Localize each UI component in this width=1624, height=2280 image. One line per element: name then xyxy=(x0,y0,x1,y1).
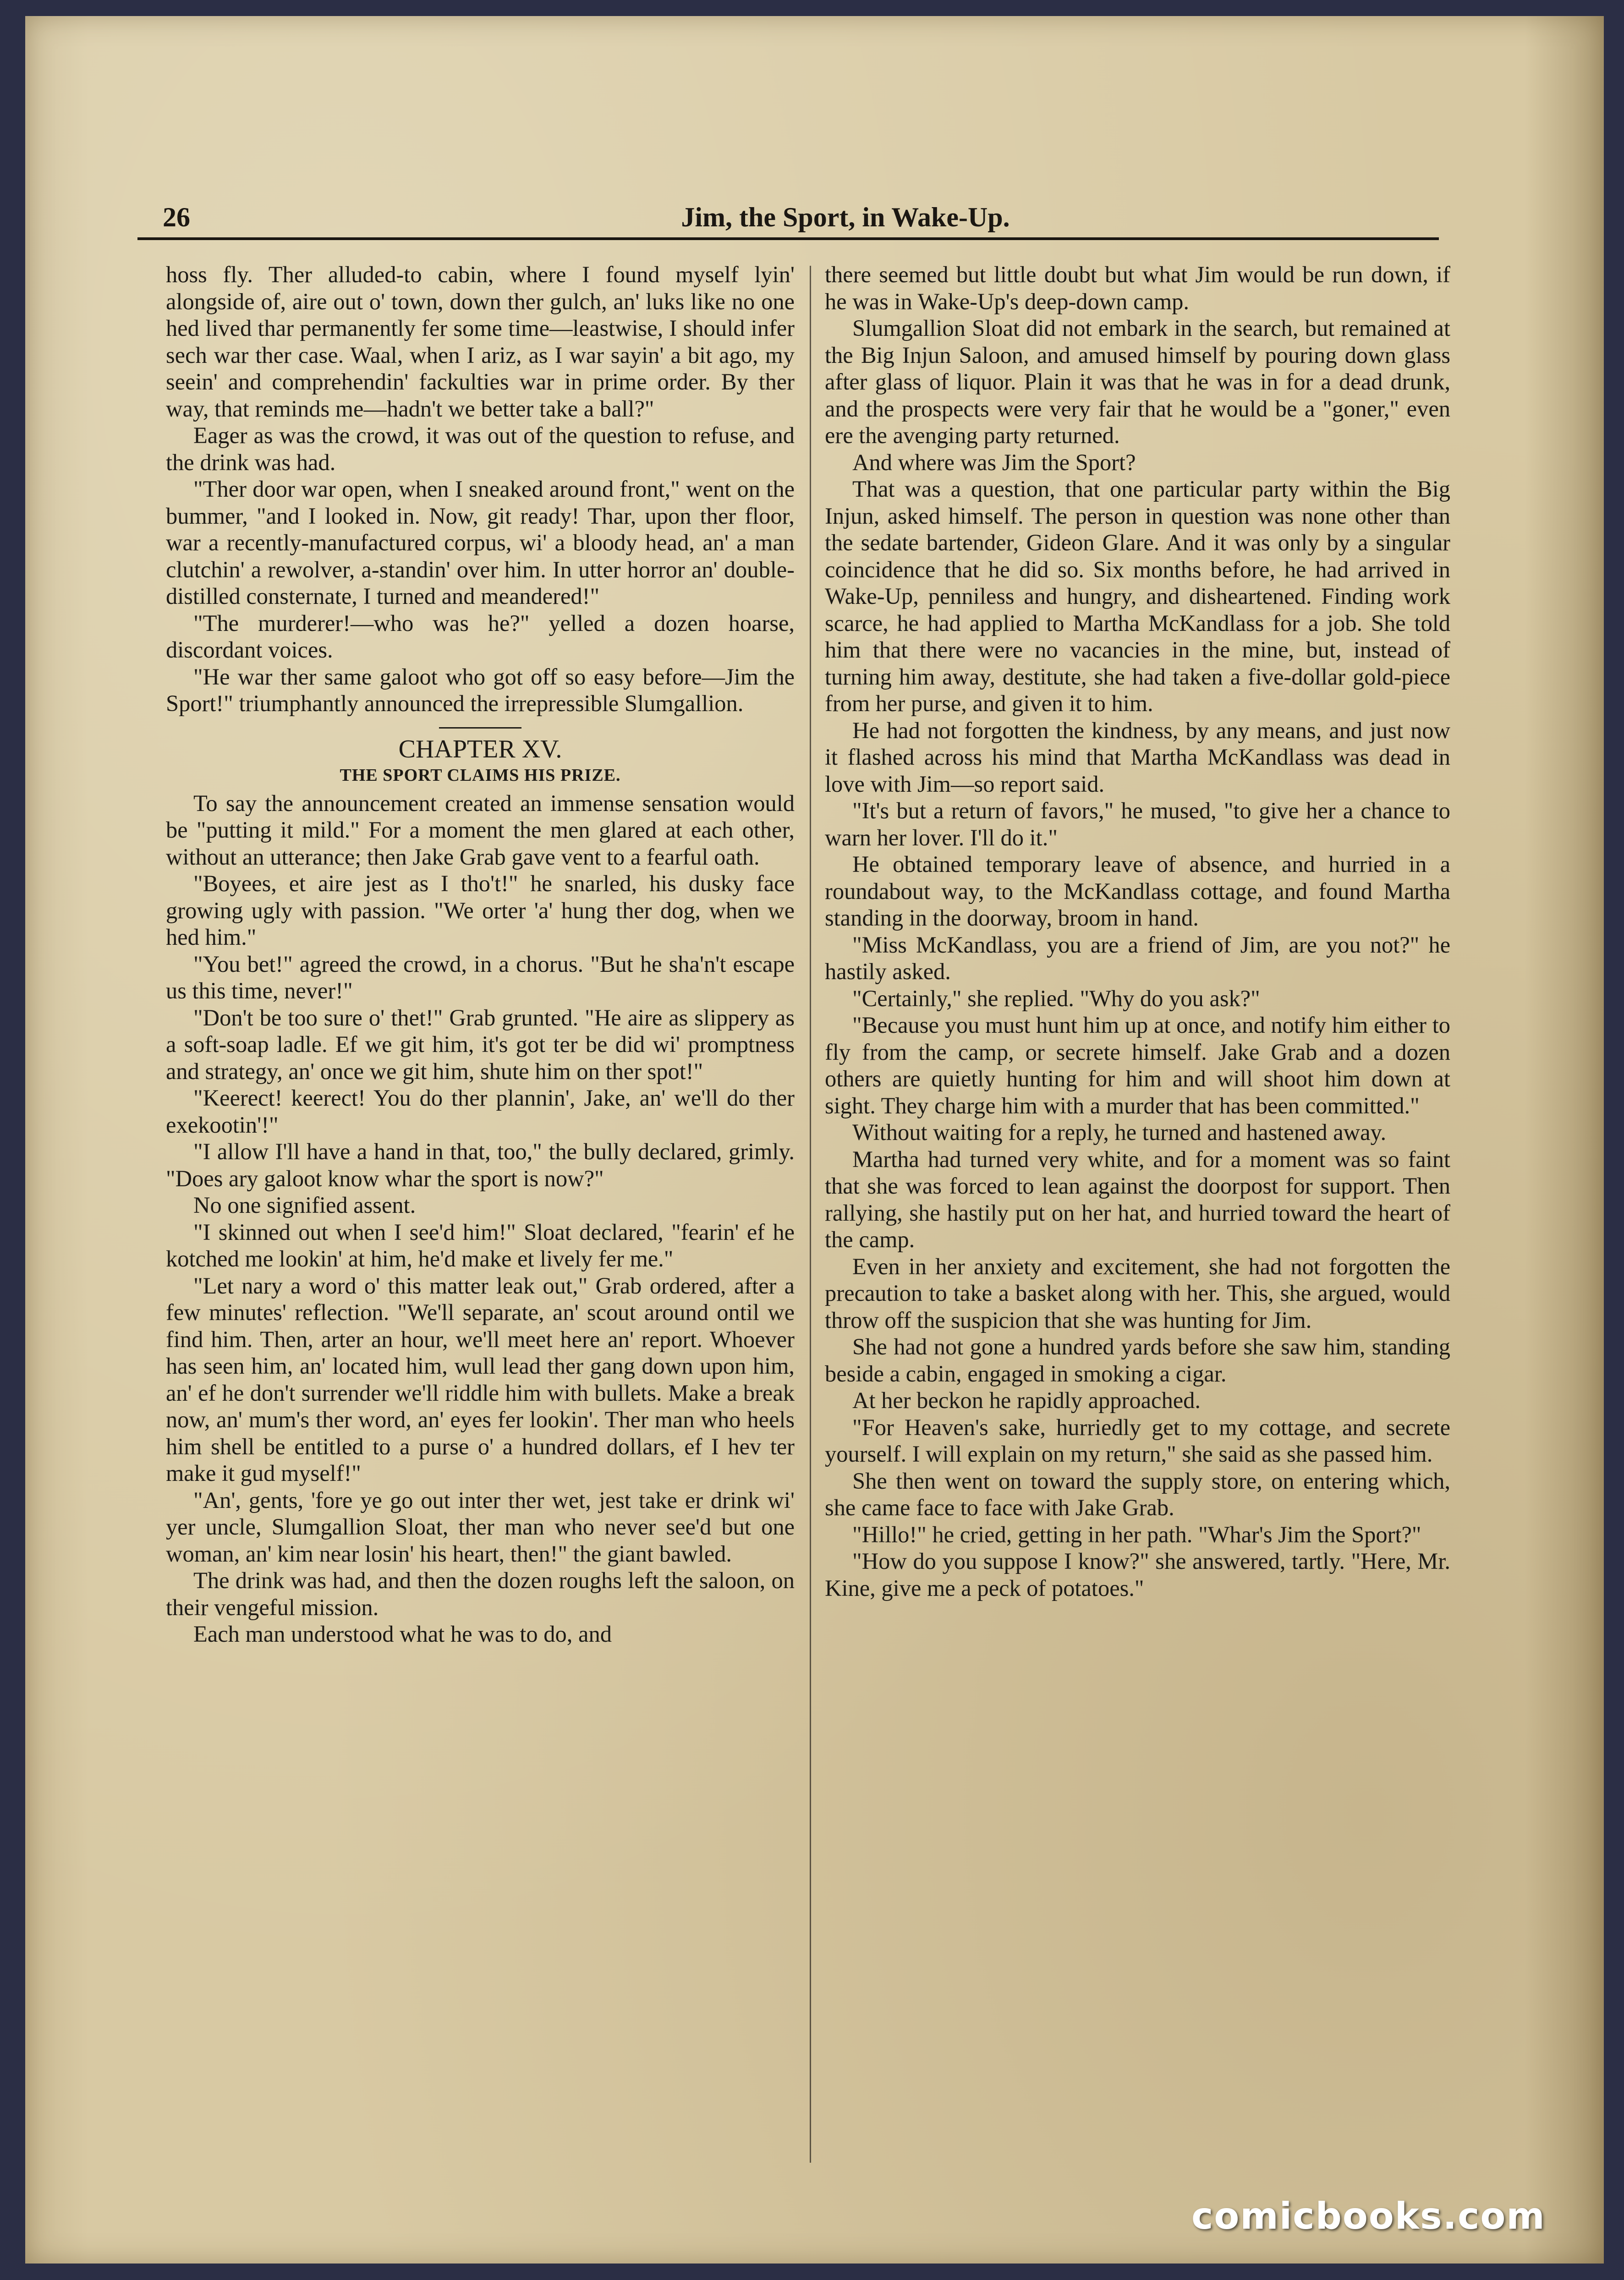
left-column-before-chapter xyxy=(166,261,795,717)
paragraph: And where was Jim the Sport? xyxy=(852,449,1136,475)
paragraph: "Boyees, et aire jest as I tho't!" he snarled, his dusky face growing ugly with passion. "We orter 'a' hung ther dog, when we hed him." xyxy=(166,871,795,950)
paragraph: "Ther door war open, when I sneaked around front," went on the bummer, "and I looked in. Now, git ready! Thar, upon ther floor, war a recently-manufactured corpus, wi' a bloody head, an' a man clutchin' a rewolver, a-standin' over him. In utter horror an' double-distilled consternate, I turned and meandered!" xyxy=(166,476,795,609)
chapter-subtitle: THE SPORT CLAIMS HIS PRIZE. xyxy=(340,765,621,785)
paragraph: He had not forgotten the kindness, by any means, and just now it flashed across his mind that Martha McKandlass was dead in love with Jim—so report said. xyxy=(825,717,1450,797)
running-title: Jim, the Sport, in Wake-Up. xyxy=(681,202,1010,232)
paragraph: She then went on toward the supply store, on entering which, she came face to face with Jake Grab. xyxy=(825,1468,1450,1520)
right-column-paragraphs xyxy=(825,261,1450,1601)
paragraph: Eager as was the crowd, it was out of the question to refuse, and the drink was had. xyxy=(166,422,795,475)
left-column-after-chapter xyxy=(166,790,795,1648)
paragraph: No one signified assent. xyxy=(193,1192,416,1218)
paragraph: "Keerect! keerect! You do ther plannin', Jake, an' we'll do ther exekootin'!" xyxy=(166,1085,795,1138)
right-column xyxy=(825,261,1450,1601)
paragraph: "The murderer!—who was he?" yelled a dozen hoarse, discordant voices. xyxy=(166,610,795,663)
paragraph: He obtained temporary leave of absence, and hurried in a roundabout way, to the McKandlass cottage, and found Martha standing in the doorway, broom in hand. xyxy=(825,851,1450,931)
page-number: 26 xyxy=(163,202,190,232)
paragraph: "How do you suppose I know?" she answered, tartly. "Here, Mr. Kine, give me a peck of potatoes." xyxy=(825,1548,1450,1601)
paragraph: That was a question, that one particular party within the Big Injun, asked himself. The person in question was none other than the sedate bartender, Gideon Glare. And it was only by a singular coincidence that he did so. Six months before, he had arrived in Wake-Up, penniless and hungry, and disheartened. Finding work scarce, he had applied to Martha McKandlass for a job. She told him that there were no vacancies in the mine, but, instead of turning him away, destitute, she had taken a five-dollar gold-piece from her purse, and given it to him. xyxy=(825,476,1450,716)
paragraph: "Because you must hunt him up at once, and notify him either to fly from the camp, or secrete himself. Jake Grab and a dozen others are quietly hunting for him and will shoot him down at sight. They charge him with a murder that has been committed." xyxy=(825,1012,1450,1118)
header-rule xyxy=(137,237,1439,240)
paragraph: Martha had turned very white, and for a moment was so faint that she was forced to lean against the doorpost for support. Then rallying, she hastily put on her hat, and hurried toward the heart of the camp. xyxy=(825,1146,1450,1252)
paragraph: Without waiting for a reply, he turned and hastened away. xyxy=(852,1119,1387,1145)
paragraph: "Don't be too sure o' thet!" Grab grunted. "He aire as slippery as a soft-soap ladle. Ef we git him, it's got ter be did wi' promptness and strategy, an' once we git him, shute him on ther spot!" xyxy=(166,1004,795,1084)
paragraph: "It's but a return of favors," he mused, "to give her a chance to warn her lover. I'll do it." xyxy=(825,798,1450,850)
paragraph: The drink was had, and then the dozen roughs left the saloon, on their vengeful mission. xyxy=(166,1568,795,1620)
paragraph: She had not gone a hundred yards before she saw him, standing beside a cabin, engaged in smoking a cigar. xyxy=(825,1334,1450,1387)
paragraph: "An', gents, 'fore ye go out inter ther wet, jest take er drink wi' yer uncle, Slumgallion Sloat, ther man who never see'd but one woman, an' kim near losin' his heart, then!" the giant bawled. xyxy=(166,1487,795,1567)
paragraph: "You bet!" agreed the crowd, in a chorus. "But he sha'n't escape us this time, never!" xyxy=(166,951,795,1003)
paragraph: "Certainly," she replied. "Why do you ask?" xyxy=(852,985,1260,1011)
paragraph: To say the announcement created an immense sensation would be "putting it mild." For a moment the men glared at each other, without an utterance; then Jake Grab gave vent to a fearful oath. xyxy=(166,790,795,870)
paragraph: Even in her anxiety and excitement, she had not forgotten the precaution to take a basket along with her. This, she argued, would throw off the suspicion that she was hunting for Jim. xyxy=(825,1253,1450,1333)
paragraph: "I allow I'll have a hand in that, too," the bully declared, grimly. "Does ary galoot know whar the sport is now?" xyxy=(166,1139,795,1191)
paragraph: "Hillo!" he cried, getting in her path. "Whar's Jim the Sport?" xyxy=(852,1521,1421,1547)
paragraph: there seemed but little doubt but what Jim would be run down, if he was in Wake-Up's deep-down camp. xyxy=(825,262,1450,314)
left-column xyxy=(166,261,795,1648)
paragraph: "For Heaven's sake, hurriedly get to my cottage, and secrete yourself. I will explain on my return," she said as she passed him. xyxy=(825,1414,1450,1467)
paragraph: "Let nary a word o' this matter leak out," Grab ordered, after a few minutes' reflection. "We'll separate, an' scout around ontil we find him. Then, arter an hour, we'll meet here an' report. Whoever has seen him, an' located him, wull lead ther gang down upon him, an' ef he don't surrender we'll riddle him with bullets. Make a break now, an' mum's ther word, an' eyes fer lookin'. Ther man who heels him shell be entitled to a purse o' a hundred dollars, ef I hev ter make it gud myself!" xyxy=(166,1272,795,1486)
paragraph: Slumgallion Sloat did not embark in the search, but remained at the Big Injun Saloon, and amused himself by pouring down glass after glass of liquor. Plain it was that he was in for a dead drunk, and the prospects were very fair that he would be a "goner," even ere the avenging party returned. xyxy=(825,315,1450,448)
paragraph: "He war ther same galoot who got off so easy before—Jim the Sport!" triumphantly announced the irrepressible Slumgallion. xyxy=(166,663,795,716)
paragraph: "I skinned out when I see'd him!" Sloat declared, "fearin' ef he kotched me lookin' at him, he'd make et lively fer me." xyxy=(166,1219,795,1272)
chapter-divider xyxy=(439,727,521,729)
paragraph: Each man understood what he was to do, and xyxy=(193,1621,612,1647)
paragraph: "Miss McKandlass, you are a friend of Jim, are you not?" he hastily asked. xyxy=(825,932,1450,984)
chapter-heading: CHAPTER XV. xyxy=(398,734,562,763)
watermark-logo: comicbooks.com xyxy=(1191,2195,1546,2237)
column-divider xyxy=(810,266,811,2163)
paragraph: At her beckon he rapidly approached. xyxy=(852,1387,1201,1413)
paragraph: hoss fly. Ther alluded-to cabin, where I found myself lyin' alongside of, aire out o' town, down ther gulch, an' luks like no one hed lived thar permanently fer some time—leastwise, I should infer sech war ther case. Waal, when I ariz, as I war sayin' a bit ago, my seein' and comprehendin' fackulties war in prime order. By ther way, that reminds me—hadn't we better take a ball?" xyxy=(166,262,795,422)
